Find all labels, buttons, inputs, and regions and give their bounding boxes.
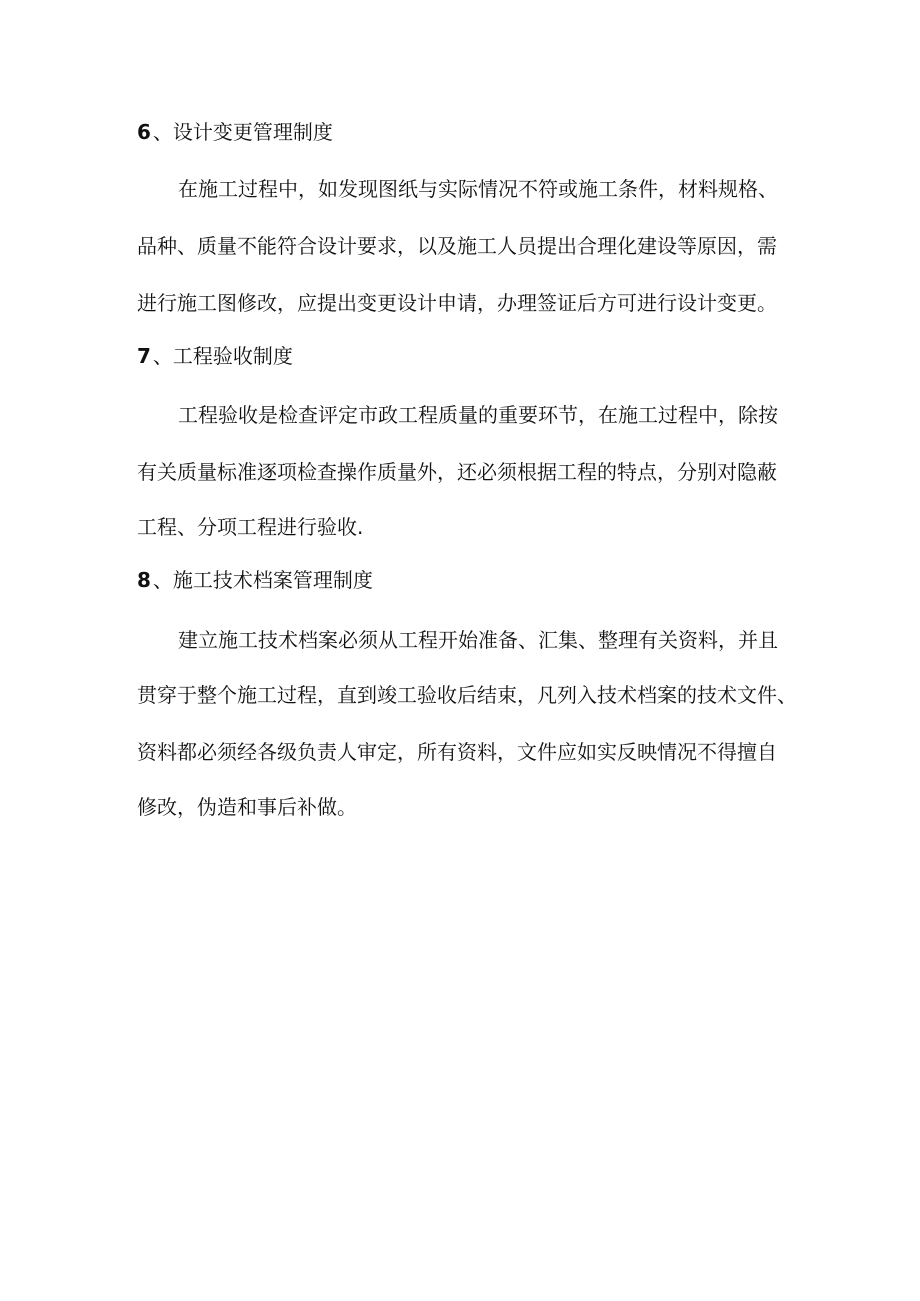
section-title: 、工程验收制度 <box>152 344 293 368</box>
section-8-heading <box>137 566 373 594</box>
paragraph-line: 进行施工图修改，应提出变更设计申请，办理签证后方可进行设计变更。 <box>137 291 777 315</box>
paragraph-line: 建立施工技术档案必须从工程开始准备、汇集、整理有关资料，并且 <box>178 628 778 652</box>
paragraph-line: 修改，伪造和事后补做。 <box>137 795 357 819</box>
paragraph-line: 贯穿于整个施工过程，直到竣工验收后结束，凡列入技术档案的技术文件、 <box>137 683 797 707</box>
paragraph-line: 工程、分项工程进行验收. <box>137 515 364 539</box>
section-number: 6 <box>137 120 151 144</box>
section-number: 7 <box>137 344 151 368</box>
section-7-heading <box>137 342 293 370</box>
section-number: 8 <box>137 568 151 592</box>
paragraph-line: 工程验收是检查评定市政工程质量的重要环节，在施工过程中，除按 <box>178 403 778 427</box>
section-title: 、施工技术档案管理制度 <box>152 568 373 592</box>
paragraph-line: 资料都必须经各级负责人审定，所有资料，文件应如实反映情况不得擅自 <box>137 740 777 764</box>
paragraph-line: 有关质量标准逐项检查操作质量外，还必须根据工程的特点，分别对隐蔽 <box>137 460 777 484</box>
section-title: 、设计变更管理制度 <box>152 120 333 144</box>
section-6-heading <box>137 118 333 146</box>
paragraph-line: 品种、质量不能符合设计要求，以及施工人员提出合理化建设等原因，需 <box>137 234 777 258</box>
paragraph-line: 在施工过程中，如发现图纸与实际情况不符或施工条件，材料规格、 <box>178 177 778 201</box>
